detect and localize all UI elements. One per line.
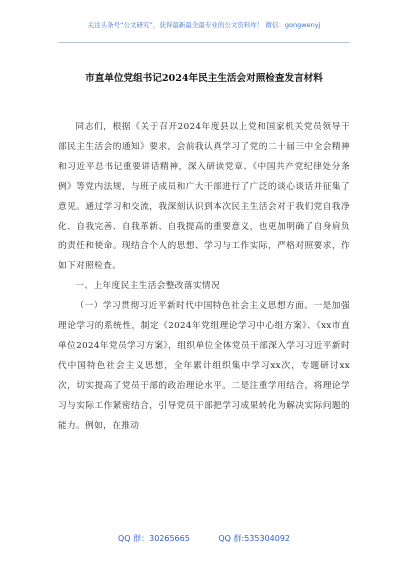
footer-contact — [0, 533, 408, 545]
footer-qq-group-2: QQ 群:535304092 — [218, 534, 291, 543]
document-title: 市直单位党组书记2024年民主生活会对照检查发言材料 — [85, 73, 323, 84]
header-banner: 关注头条号“公文研究”，获得最新最全最专业的公文资料库！ 微信：gongwenyj — [87, 21, 321, 29]
section-heading: 一、上年度民主生活会整改落实情况 — [75, 281, 220, 292]
header-divider — [58, 42, 350, 43]
body-paragraph: 同志们，根据《关于召开2024年度县以上党和国家机关党员领导干部民主生活会的通知》要求，会前我认真学习了党的二十届三中全会精神和习近平总书记重要讲话精神，深入研读党章、《中国共产党纪律处分条例》等党内法规，与班子成员和广大干部进行了广泛的谈心谈话并征集了意见。通过学习和交流，我深刻认识到本次民主生活会对于我们党自我净化、自我完善、自我革新、自我提高的重要意义，也更加明确了自身肩负的责任和使命。现结合个人的思想、学习与工作实际，严格对照要求，作如下对照检查。 — [58, 122, 350, 272]
document-body — [58, 118, 350, 437]
body-paragraph: （一）学习贯彻习近平新时代中国特色社会主义思想方面。一是加强理论学习的系统性，制定《2024年党组理论学习中心组方案》、《xx市直单位2024年党员学习方案》，组织单位全体党员干部深入学习习近平新时代中国特色社会主义思想，全年累计组织集中学习xx次，专题研讨xx次，切实提高了党员干部的政治理论水平。二是注重学用结合，将理论学习与实际工作紧密结合，引导党员干部把学习成果转化为解决实际问题的能力。例如，在推动 — [58, 301, 350, 431]
footer-qq-group-1: QQ 群：30265665 — [117, 534, 190, 543]
